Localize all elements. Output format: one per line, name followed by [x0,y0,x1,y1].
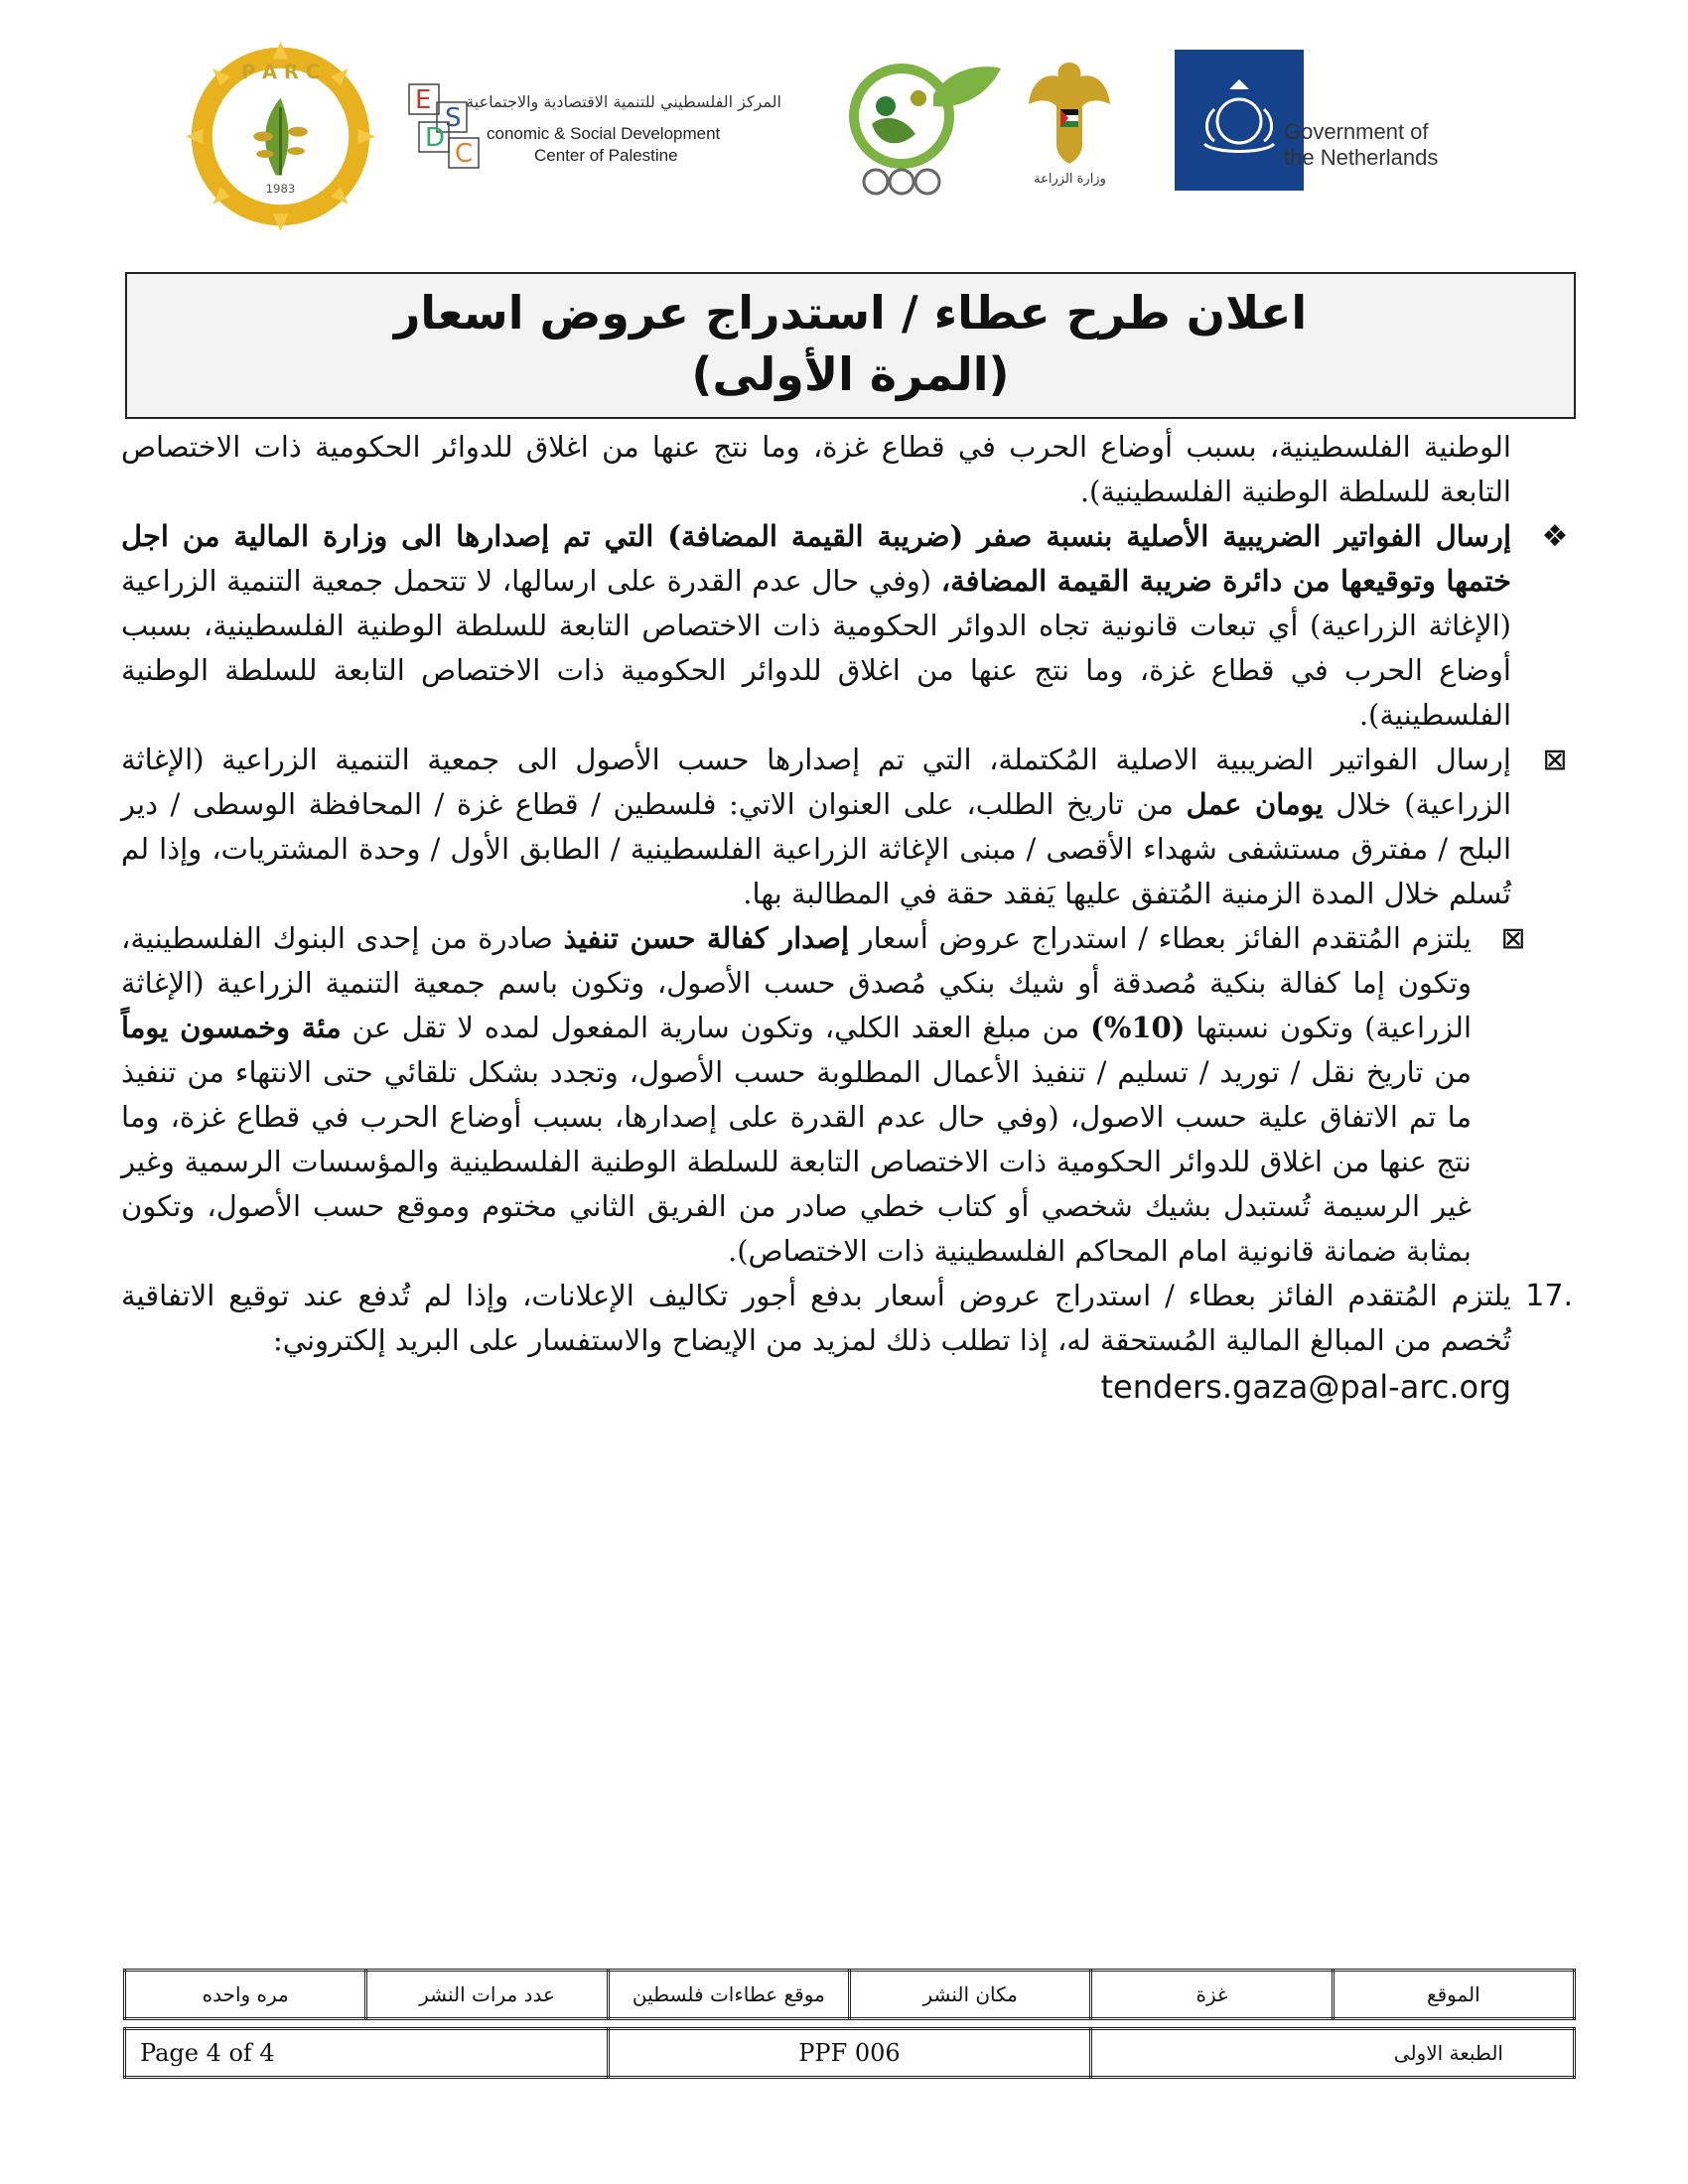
ministry-label: وزارة الزراعة [1034,172,1106,187]
paragraph-text: يلتزم المُتقدم الفائز بعطاء / استدراج عروض أسعار [849,921,1472,955]
diamond-bullet-icon: ❖ [1541,519,1569,554]
eagle-emblem-icon [1023,55,1117,169]
paragraph-bold-text: (10%) [1090,1011,1186,1044]
netherlands-text [1284,119,1482,171]
esdc-arabic-name: المركز الفلسطيني للتنمية الاقتصادية والاجتماعية [466,92,781,111]
svg-text:D: D [425,123,446,153]
checkbox-bullet-icon: ⊠ [1542,743,1568,777]
esdc-logo [407,74,789,179]
announcement-subtitle: (المرة الأولى) [691,347,1010,401]
paragraph-bold-text: يومان عمل [1186,787,1324,821]
form-code: PPF 006 [608,2029,1091,2078]
table-cell: عدد مرات النشر [366,1971,608,2019]
table-cell: مره واحده [125,1971,366,2019]
parc-year: 1983 [265,182,296,197]
table-row [125,1971,1575,2019]
publication-info-table [123,1969,1576,2020]
page-number: Page 4 of 4 [125,2029,609,2078]
logo-header [0,0,1688,238]
svg-text:S: S [445,103,462,133]
table-row [125,2029,1575,2078]
green-plant-logo [824,55,1003,199]
paragraph-tax-invoices-zero-rate [121,514,1569,738]
contact-email[interactable]: tenders.gaza@pal-arc.org [1100,1368,1511,1406]
paragraph-complete-invoices [121,738,1568,916]
svg-text:E: E [415,85,432,115]
table-cell: الموقع [1333,1971,1574,2019]
paragraph-continuation: الوطنية الفلسطينية، بسبب أوضاع الحرب في قطاع غزة، وما نتج عنها من اغلاق للدوائر الحكومية ذات الاختصاص التابعة للسلطة الوطنية الفلسطينية). [121,430,1511,508]
ministry-emblem [1023,55,1117,194]
table-cell: مكان النشر [850,1971,1091,2019]
esdc-english-name-2: Center of Palestine [534,146,678,165]
paragraph-performance-guarantee [121,916,1526,1274]
checkbox-bullet-icon: ⊠ [1500,921,1526,956]
announcement-title: اعلان طرح عطاء / استدراج عروض اسعار [393,286,1308,340]
svg-text:P A R C: P A R C [240,61,321,83]
announcement-title-box [125,272,1576,419]
paragraph-advertising-costs [121,1274,1573,1363]
parc-logo [184,40,377,233]
edition-label: الطبعة الاولى [1091,2029,1575,2078]
paragraph-bold-text: مئة وخمسون يوماً [121,1011,342,1044]
paragraph-text: من مبلغ العقد الكلي، وتكون سارية المفعول لمده لا تقل عن [341,1011,1091,1044]
esdc-english-name-1: conomic & Social Development [487,124,721,143]
paragraph-text: يلتزم المُتقدم الفائز بعطاء / استدراج عروض أسعار بدفع أجور تكاليف الإعلانات، وإذا لم تُدفع عند توقيع الاتفاقية تُخصم من المبالغ المالية المُستحقة له، إذا تطلب ذلك لمزيد من الإيضاح والاستفسار على البريد إلكتروني: [121,1279,1511,1357]
paragraph-text: إرسال الفواتير الضريبية الاصلية المُكتملة، التي تم إصدارها حسب الأصول الى جمعية التنمية الزراعية (الإغاثة الزراعية) خلال [121,743,1512,821]
svg-text:C: C [455,139,474,169]
item-number: 17. [1525,1279,1573,1313]
netherlands-line-1: Government of [1284,119,1429,144]
paragraph-text: (وفي حال عدم القدرة على ارسالها، لا تتحمل جمعية التنمية الزراعية (الإغاثة الزراعية) أي تبعات قانونية تجاه الدوائر الحكومية ذات الاختصاص التابعة للسلطة الوطنية الفلسطينية، بسبب أوضاع الحرب في قطاع غزة، وما نتج عنها من اغلاق للدوائر الحكومية ذات الاختصاص التابعة للسلطة الوطنية الفلسطينية). [121,564,1511,732]
table-cell: موقع عطاءات فلسطين [608,1971,849,2019]
paragraph-bold-text: إصدار كفالة حسن تنفيذ [563,921,850,955]
document-footer-table [123,2027,1576,2079]
paragraph-bold-text: إرسال الفواتير الضريبية الأصلية بنسبة صفر (ضريبة القيمة المضافة) التي تم إصدارها الى وزارة المالية من اجل ختمها وتوقيعها من دائرة ضريبة القيمة المضافة، [121,519,1511,598]
netherlands-line-2: the Netherlands [1284,145,1439,170]
document-body [121,425,1573,1410]
table-cell: غزة [1091,1971,1333,2019]
paragraph-text: من تاريخ الطلب، على العنوان الاتي: فلسطين / قطاع غزة / المحافظة الوسطى / دير البلح / مفترق مستشفى شهداء الأقصى / مبنى الإغاثة الزراعية الفلسطينية / الطابق الأول / وحدة المشتريات، وإذا لم تُسلم خلال المدة الزمنية المُتفق عليها يَفقد حقة في المطالبة بها. [121,787,1511,910]
paragraph-text: من تاريخ نقل / توريد / تسليم / تنفيذ الأعمال المطلوبة حسب الأصول، وتجدد بشكل تلقائي حتى الانتهاء من تنفيذ ما تم الاتفاق علية حسب الاصول، (وفي حال عدم القدرة على إصدارها، بسبب أوضاع الحرب في قطاع غزة، وما نتج عنها من اغلاق للدوائر الحكومية ذات الاختصاص التابعة للسلطة الوطنية الفلسطينية والمؤسسات الرسمية وغير غير الرسيمة تُستبدل بشيك شخصي أو كتاب خطي صادر من الفريق الثاني مختوم وموقع حسب الأصول، وتكون بمثابة ضمانة قانونية امام المحاكم الفلسطينية ذات الاختصاص). [121,1055,1472,1268]
paragraph-text: صادرة من إحدى البنوك الفلسطينية، وتكون إما كفالة بنكية مُصدقة أو شيك بنكي مُصدق حسب الأصول، وتكون باسم جمعية التنمية الزراعية (الإغاثة الزراعية) وتكون نسبتها [121,921,1472,1044]
